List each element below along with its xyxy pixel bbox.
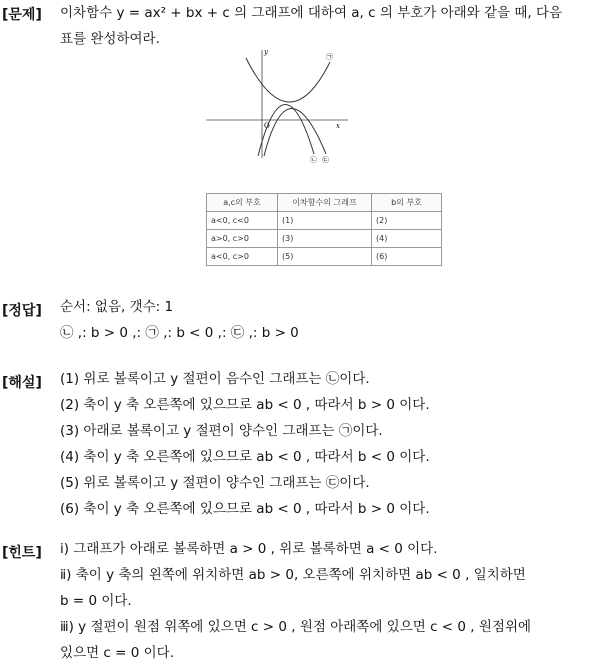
curve-label-3: ㉢ [322, 156, 329, 164]
y-axis-label: y [264, 48, 268, 56]
table-cell: a<0, c<0 [207, 212, 278, 230]
hint-line: ⅰ) 그래프가 아래로 볼록하면 a > 0 , 위로 볼록하면 a < 0 이다. [60, 541, 438, 557]
x-axis-label: x [336, 122, 340, 130]
parabola-curve-3 [264, 108, 326, 156]
table-cell: (3) [278, 230, 372, 248]
problem-text-line-2: 표를 완성하여라. [60, 31, 160, 47]
hint-line: ⅲ) y 절편이 원점 위쪽에 있으면 c > 0 , 원점 아래쪽에 있으면 c < 0 , 원점위에 [60, 619, 532, 635]
table-header: b의 부호 [372, 194, 442, 212]
table-header: 이차함수의 그래프 [278, 194, 372, 212]
origin-label: O [264, 122, 270, 130]
table-header: a,c의 부호 [207, 194, 278, 212]
parabola-graph [200, 44, 360, 166]
problem-tag: [문제] [2, 7, 42, 23]
table-cell: (1) [278, 212, 372, 230]
table-header-row [207, 194, 442, 212]
table-row [207, 248, 442, 266]
table-row [207, 212, 442, 230]
answer-tag: [정답] [2, 303, 42, 319]
table-row [207, 230, 442, 248]
explanation-line: (6) 축이 y 축 오른쪽에 있으므로 ab < 0 , 따라서 b > 0 이다. [60, 501, 430, 517]
hint-line: ⅱ) 축이 y 축의 왼쪽에 위치하면 ab > 0, 오른쪽에 위치하면 ab < 0 , 일치하면 [60, 567, 526, 583]
hint-tag: [힌트] [2, 545, 42, 561]
hint-line: b = 0 이다. [60, 593, 132, 609]
hint-line: 있으면 c = 0 이다. [60, 645, 174, 661]
explanation-tag: [해설] [2, 375, 42, 391]
table-cell: (2) [372, 212, 442, 230]
table-cell: (4) [372, 230, 442, 248]
table-cell: (6) [372, 248, 442, 266]
explanation-line: (5) 위로 볼록이고 y 절편이 양수인 그래프는 ㉢이다. [60, 475, 370, 491]
answer-line-2: ㉡ ,: b > 0 ,: ㉠ ,: b < 0 ,: ㉢ ,: b > 0 [60, 325, 299, 341]
table-cell: a<0, c>0 [207, 248, 278, 266]
answer-line-1: 순서: 없음, 갯수: 1 [60, 299, 174, 315]
explanation-line: (2) 축이 y 축 오른쪽에 있으므로 ab < 0 , 따라서 b > 0 이다. [60, 397, 430, 413]
explanation-line: (3) 아래로 볼록이고 y 절편이 양수인 그래프는 ㉠이다. [60, 423, 383, 439]
explanation-line: (1) 위로 볼록이고 y 절편이 음수인 그래프는 ㉡이다. [60, 371, 370, 387]
table-cell: (5) [278, 248, 372, 266]
parabola-curve-1 [246, 58, 330, 102]
curve-label-1: ㉠ [326, 53, 333, 61]
sign-table [206, 193, 442, 266]
problem-text-line-1: 이차함수 y = ax² + bx + c 의 그래프에 대하여 a, c 의 부호가 아래와 같을 때, 다음 [60, 5, 563, 21]
curve-label-2: ㉡ [310, 156, 317, 164]
explanation-line: (4) 축이 y 축 오른쪽에 있으므로 ab < 0 , 따라서 b < 0 이다. [60, 449, 430, 465]
table-cell: a>0, c>0 [207, 230, 278, 248]
